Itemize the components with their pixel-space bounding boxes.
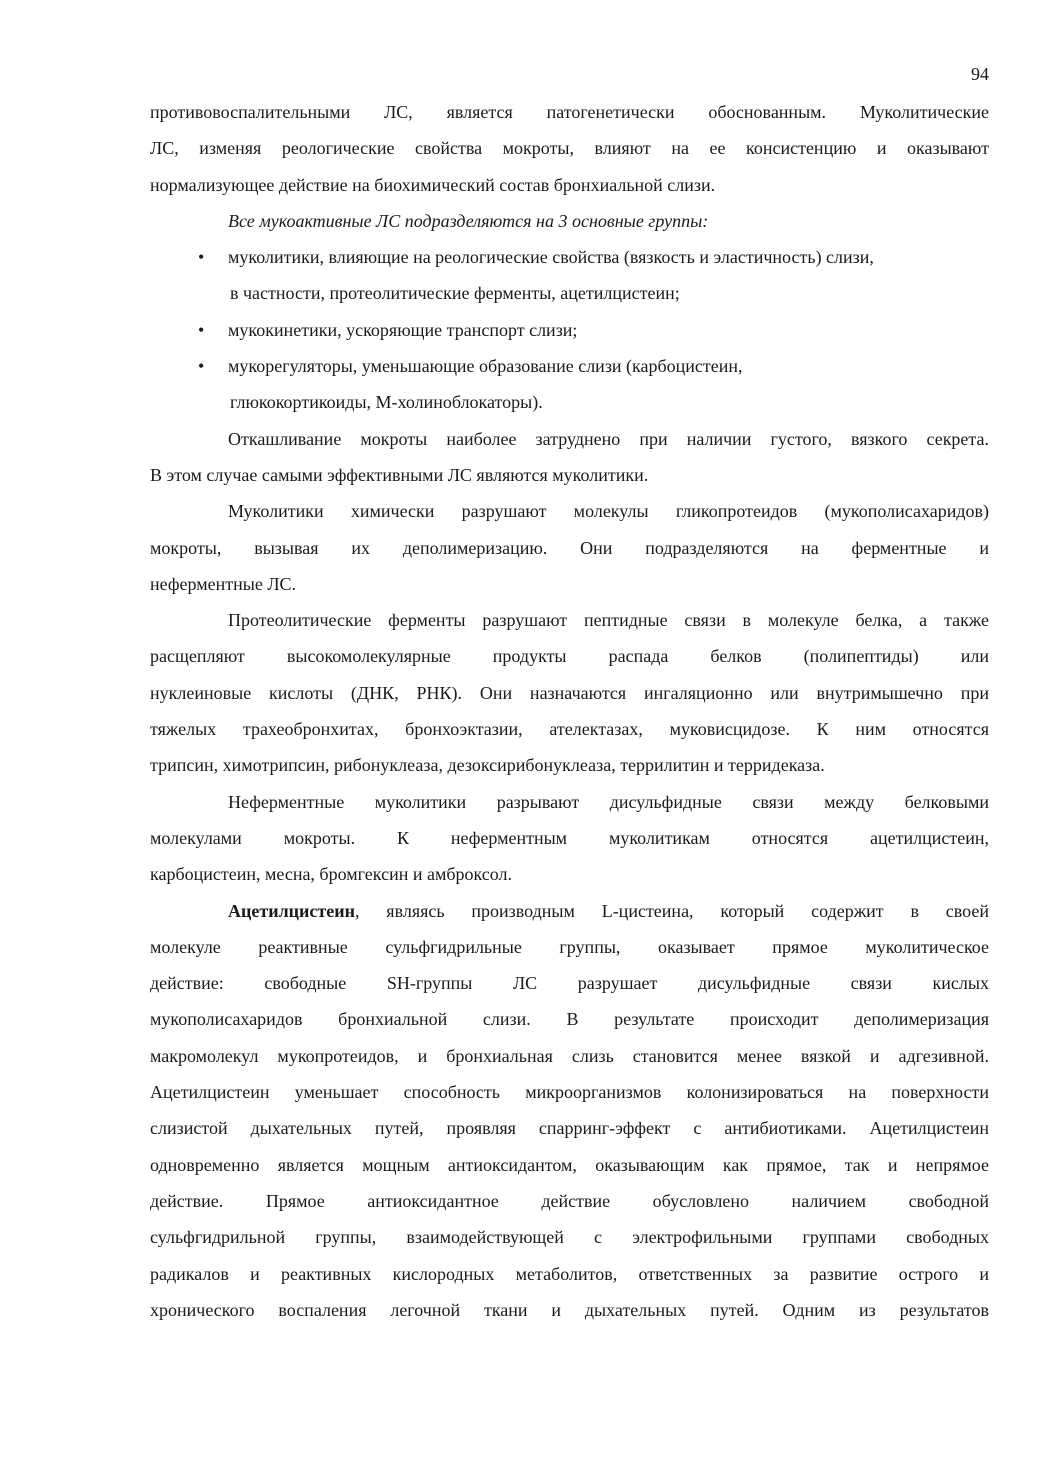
text-line (150, 893, 989, 929)
text-line: Откашливание мокроты наиболее затруднено при наличии густого, вязкого секрета. (228, 428, 989, 449)
text-line: нуклеиновые кислоты (ДНК, РНК). Они назначаются ингаляционно или внутримышечно при (150, 682, 989, 703)
paragraph-continuation (150, 94, 989, 203)
list-item-line: мукорегуляторы, уменьшающие образование слизи (карбоцистеин, (228, 356, 743, 377)
text-line: В этом случае самыми эффективными ЛС являются муколитики. (150, 464, 649, 485)
text-line: тяжелых трахеобронхитах, бронхоэктазии, ателектазах, муковисцидозе. К ним относятся (150, 719, 989, 740)
text-line: радикалов и реактивных кислородных метаболитов, ответственных за развитие острого и (150, 1263, 989, 1284)
list-item-line: в частности, протеолитические ферменты, ацетилцистеин; (230, 283, 680, 304)
text-line: ЛС, изменяя реологические свойства мокроты, влияют на ее консистенцию и оказывают (150, 138, 989, 159)
text-line: мукополисахаридов бронхиальной слизи. В результате происходит деполимеризация (150, 1009, 989, 1030)
mucoactive-groups-list (150, 239, 989, 420)
list-item (150, 239, 989, 312)
text-line: действие: свободные SH-группы ЛС разрушает дисульфидные связи кислых (150, 973, 989, 994)
text-line: молекуле реактивные сульфгидрильные группы, оказывает прямое муколитическое (150, 936, 989, 957)
text-line: Неферментные муколитики разрывают дисульфидные связи между белковыми (228, 791, 989, 812)
text-line: хронического воспаления легочной ткани и дыхательных путей. Одним из результатов (150, 1299, 989, 1320)
text-line: действие. Прямое антиоксидантное действие обусловлено наличием свободной (150, 1190, 989, 1211)
text-line: Муколитики химически разрушают молекулы гликопротеидов (мукополисахаридов) (228, 501, 989, 522)
paragraph-mucolytics (150, 493, 989, 602)
list-item (150, 348, 989, 421)
bullet-icon: • (198, 319, 205, 340)
text-line: карбоцистеин, месна, бромгексин и амброксол. (150, 864, 513, 885)
text-line: неферментные ЛС. (150, 573, 297, 594)
term-acetylcysteine: Ацетилцистеин (228, 900, 355, 921)
paragraph-cough (150, 421, 989, 494)
list-item-line: глюкокортикоиды, М-холиноблокаторы). (230, 392, 543, 413)
page-number: 94 (971, 64, 989, 84)
text-line: противовоспалительными ЛС, является патогенетически обоснованным. Муколитические (150, 102, 989, 122)
text-line: расщепляют высокомолекулярные продукты распада белков (полипептиды) или (150, 646, 989, 667)
groups-intro: Все мукоактивные ЛС подразделяются на 3 основные группы: (228, 210, 709, 231)
page-body (150, 94, 989, 1328)
list-item-line: муколитики, влияющие на реологические свойства (вязкость и эластичность) слизи, (228, 247, 874, 268)
text-line: сульфгидрильной группы, взаимодействующей с электрофильными группами свободных (150, 1227, 989, 1248)
paragraph-acetylcysteine (150, 893, 989, 1329)
text-line: Протеолитические ферменты разрушают пептидные связи в молекуле белка, а также (228, 610, 989, 631)
text-run: , являясь производным L-цистеина, который содержит в своей (354, 900, 989, 921)
text-line: мокроты, вызывая их деполимеризацию. Они подразделяются на ферментные и (150, 537, 989, 558)
text-line: молекулами мокроты. К неферментным муколитикам относятся ацетилцистеин, (150, 827, 989, 848)
bullet-icon: • (198, 247, 205, 268)
text-line: одновременно является мощным антиоксидантом, оказывающим как прямое, так и непрямое (150, 1154, 989, 1175)
text-line: нормализующее действие на биохимический состав бронхиальной слизи. (150, 174, 716, 195)
text-line: Ацетилцистеин уменьшает способность микроорганизмов колонизироваться на поверхности (150, 1082, 989, 1103)
list-item (150, 312, 989, 348)
text-line: трипсин, химотрипсин, рибонуклеаза, дезоксирибонуклеаза, террилитин и терридеказа. (150, 755, 825, 776)
text-line: макромолекул мукопротеидов, и бронхиальная слизь становится менее вязкой и адгезивной. (150, 1045, 989, 1066)
text-line: слизистой дыхательных путей, проявляя спарринг-эффект с антибиотиками. Ацетилцистеин (150, 1118, 989, 1139)
paragraph-nonenzyme (150, 784, 989, 893)
bullet-icon: • (198, 356, 205, 377)
list-item-line: мукокинетики, ускоряющие транспорт слизи; (228, 319, 578, 340)
paragraph-proteolytic (150, 602, 989, 783)
